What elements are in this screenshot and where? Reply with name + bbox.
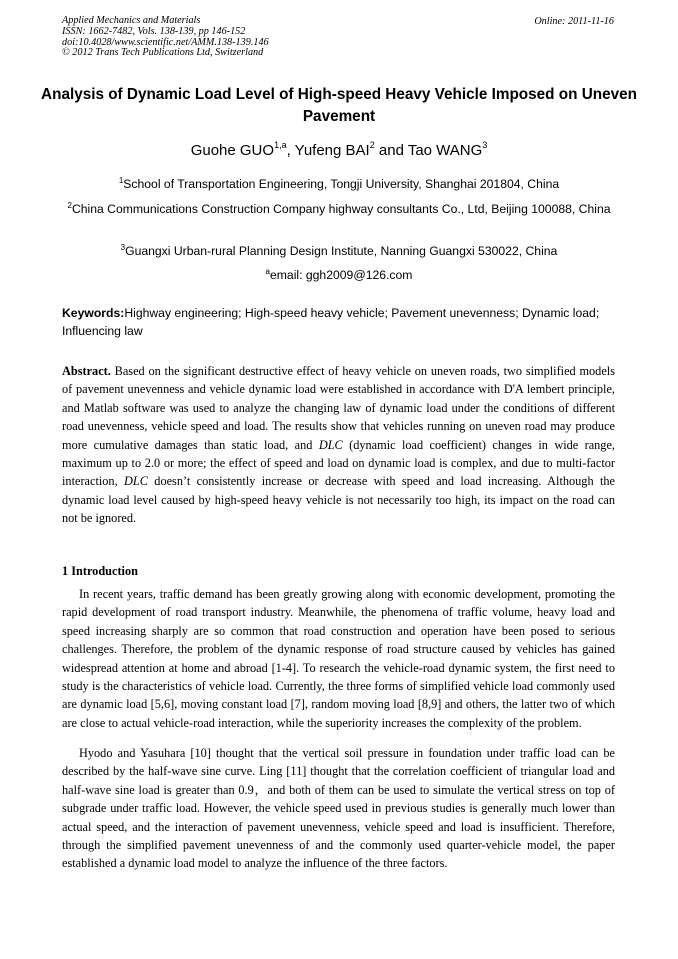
email-sup: a [265, 266, 270, 276]
keywords-text: Highway engineering; High-speed heavy vehicle; Pavement unevenness; Dynamic load; Influencing law [62, 306, 600, 338]
author-line [0, 142, 678, 159]
author-separator: , [286, 142, 295, 159]
abstract [62, 362, 615, 528]
abstract-text: Based on the significant destructive effect of heavy vehicle on uneven roads, two simplified models of pavement unevenness and vehicle dynamic load were established in accordance with D'A lembert principle, and Matlab software was used to analyze the changing law of dynamic load under the conditions of different road unevenness, vehicle speed and load. The results show that vehicles running on uneven road may produce more cumulative damages than static load, and [62, 364, 615, 452]
affiliation-sup: 2 [67, 200, 72, 210]
journal-doi: doi:10.4028/www.scientific.net/AMM.138-139.146 [62, 36, 269, 48]
journal-issn: ISSN: 1662-7482, Vols. 138-139, pp 146-152 [62, 25, 246, 37]
affiliation-text: China Communications Construction Company highway consultants Co., Ltd, Beijing 100088, China [71, 202, 611, 216]
author-name: Tao WANG [407, 142, 483, 159]
author-sup: 2 [369, 140, 375, 150]
abstract-text: doesn’t consistently increase or decrease with speed and load increasing. Although the dynamic load level caused by high-speed heavy vehicle is not necessarily too high, its impact on the road can not be ignored. [62, 474, 615, 526]
affiliation-3 [60, 243, 618, 261]
online-date: Online: 2011-11-16 [534, 16, 614, 27]
affiliation-1 [60, 176, 618, 194]
journal-name: Applied Mechanics and Materials [62, 15, 201, 26]
journal-header [62, 16, 269, 59]
affiliation-sup: 1 [118, 175, 124, 185]
affiliation-text: School of Transportation Engineering, Tongji University, Shanghai 201804, China [123, 177, 560, 191]
author-separator: and [374, 142, 408, 159]
paper-title: Analysis of Dynamic Load Level of High-speed Heavy Vehicle Imposed on Uneven Pavement [41, 86, 637, 125]
section-heading: 1 Introduction [62, 564, 138, 578]
abstract-term: DLC [318, 437, 343, 452]
keywords-label: Keywords: [62, 306, 125, 320]
author-name: Yufeng BAI [294, 142, 370, 159]
author-name: Guohe GUO [190, 142, 275, 159]
abstract-label: Abstract. [62, 364, 111, 378]
intro-paragraph-2: Hyodo and Yasuhara [10] thought that the vertical soil pressure in foundation under traffic load can be described by the half-wave sine curve. Ling [11] thought that the correlation coefficient of triangular load and half-wave sine load is greater than 0.9，and both of them can be used to simulate the vertical stress on top of subgrade under traffic load. However, the vehicle speed used in previous studies is generally much lower than actual speed, and the interaction of pavement unevenness, vehicle speed and load is insufficient. Therefore, through the simplified pavement unevenness of and the commonly used quarter-vehicle model, the paper established a dynamic load model to analyze the influence of the three factors. [62, 746, 615, 871]
keywords [62, 305, 618, 340]
author-sup: 3 [482, 140, 488, 150]
affiliation-text: Guangxi Urban-rural Planning Design Institute, Nanning Guangxi 530022, China [125, 244, 558, 258]
journal-copyright: © 2012 Trans Tech Publications Ltd, Switzerland [62, 47, 264, 59]
abstract-term: DLC [124, 474, 148, 489]
affiliation-2 [60, 201, 618, 219]
email-text[interactable]: email: ggh2009@126.com [269, 268, 413, 282]
affiliation-sup: 3 [120, 242, 126, 252]
abstract-text: (dynamic load coefficient) changes in wide range, maximum up to 2.0 or more; the effect of speed and load on dynamic load is complex, and due to multi-factor interaction, [62, 437, 615, 489]
author-sup: 1,a [274, 140, 287, 150]
intro-paragraph-1: In recent years, traffic demand has been greatly growing along with economic development, promoting the rapid development of road transport industry. Meanwhile, the phenomena of traffic volume, heavy load and speed increasing sharply are so common that road construction and operation have been posed to serious challenges. Therefore, the problem of the dynamic response of road structure caused by vehicles has gained widespread attention at home and abroad [1-4]. To research the vehicle-road dynamic system, the first need to study is the characteristics of vehicle load. Currently, the three forms of simplified vehicle load commonly used are dynamic load [5,6], moving constant load [7], random moving load [8,9] and others, the latter two of which are close to actual vehicle-road interaction, while the superiority increases the complexity of the problem. [62, 587, 615, 730]
email-line [60, 267, 618, 285]
